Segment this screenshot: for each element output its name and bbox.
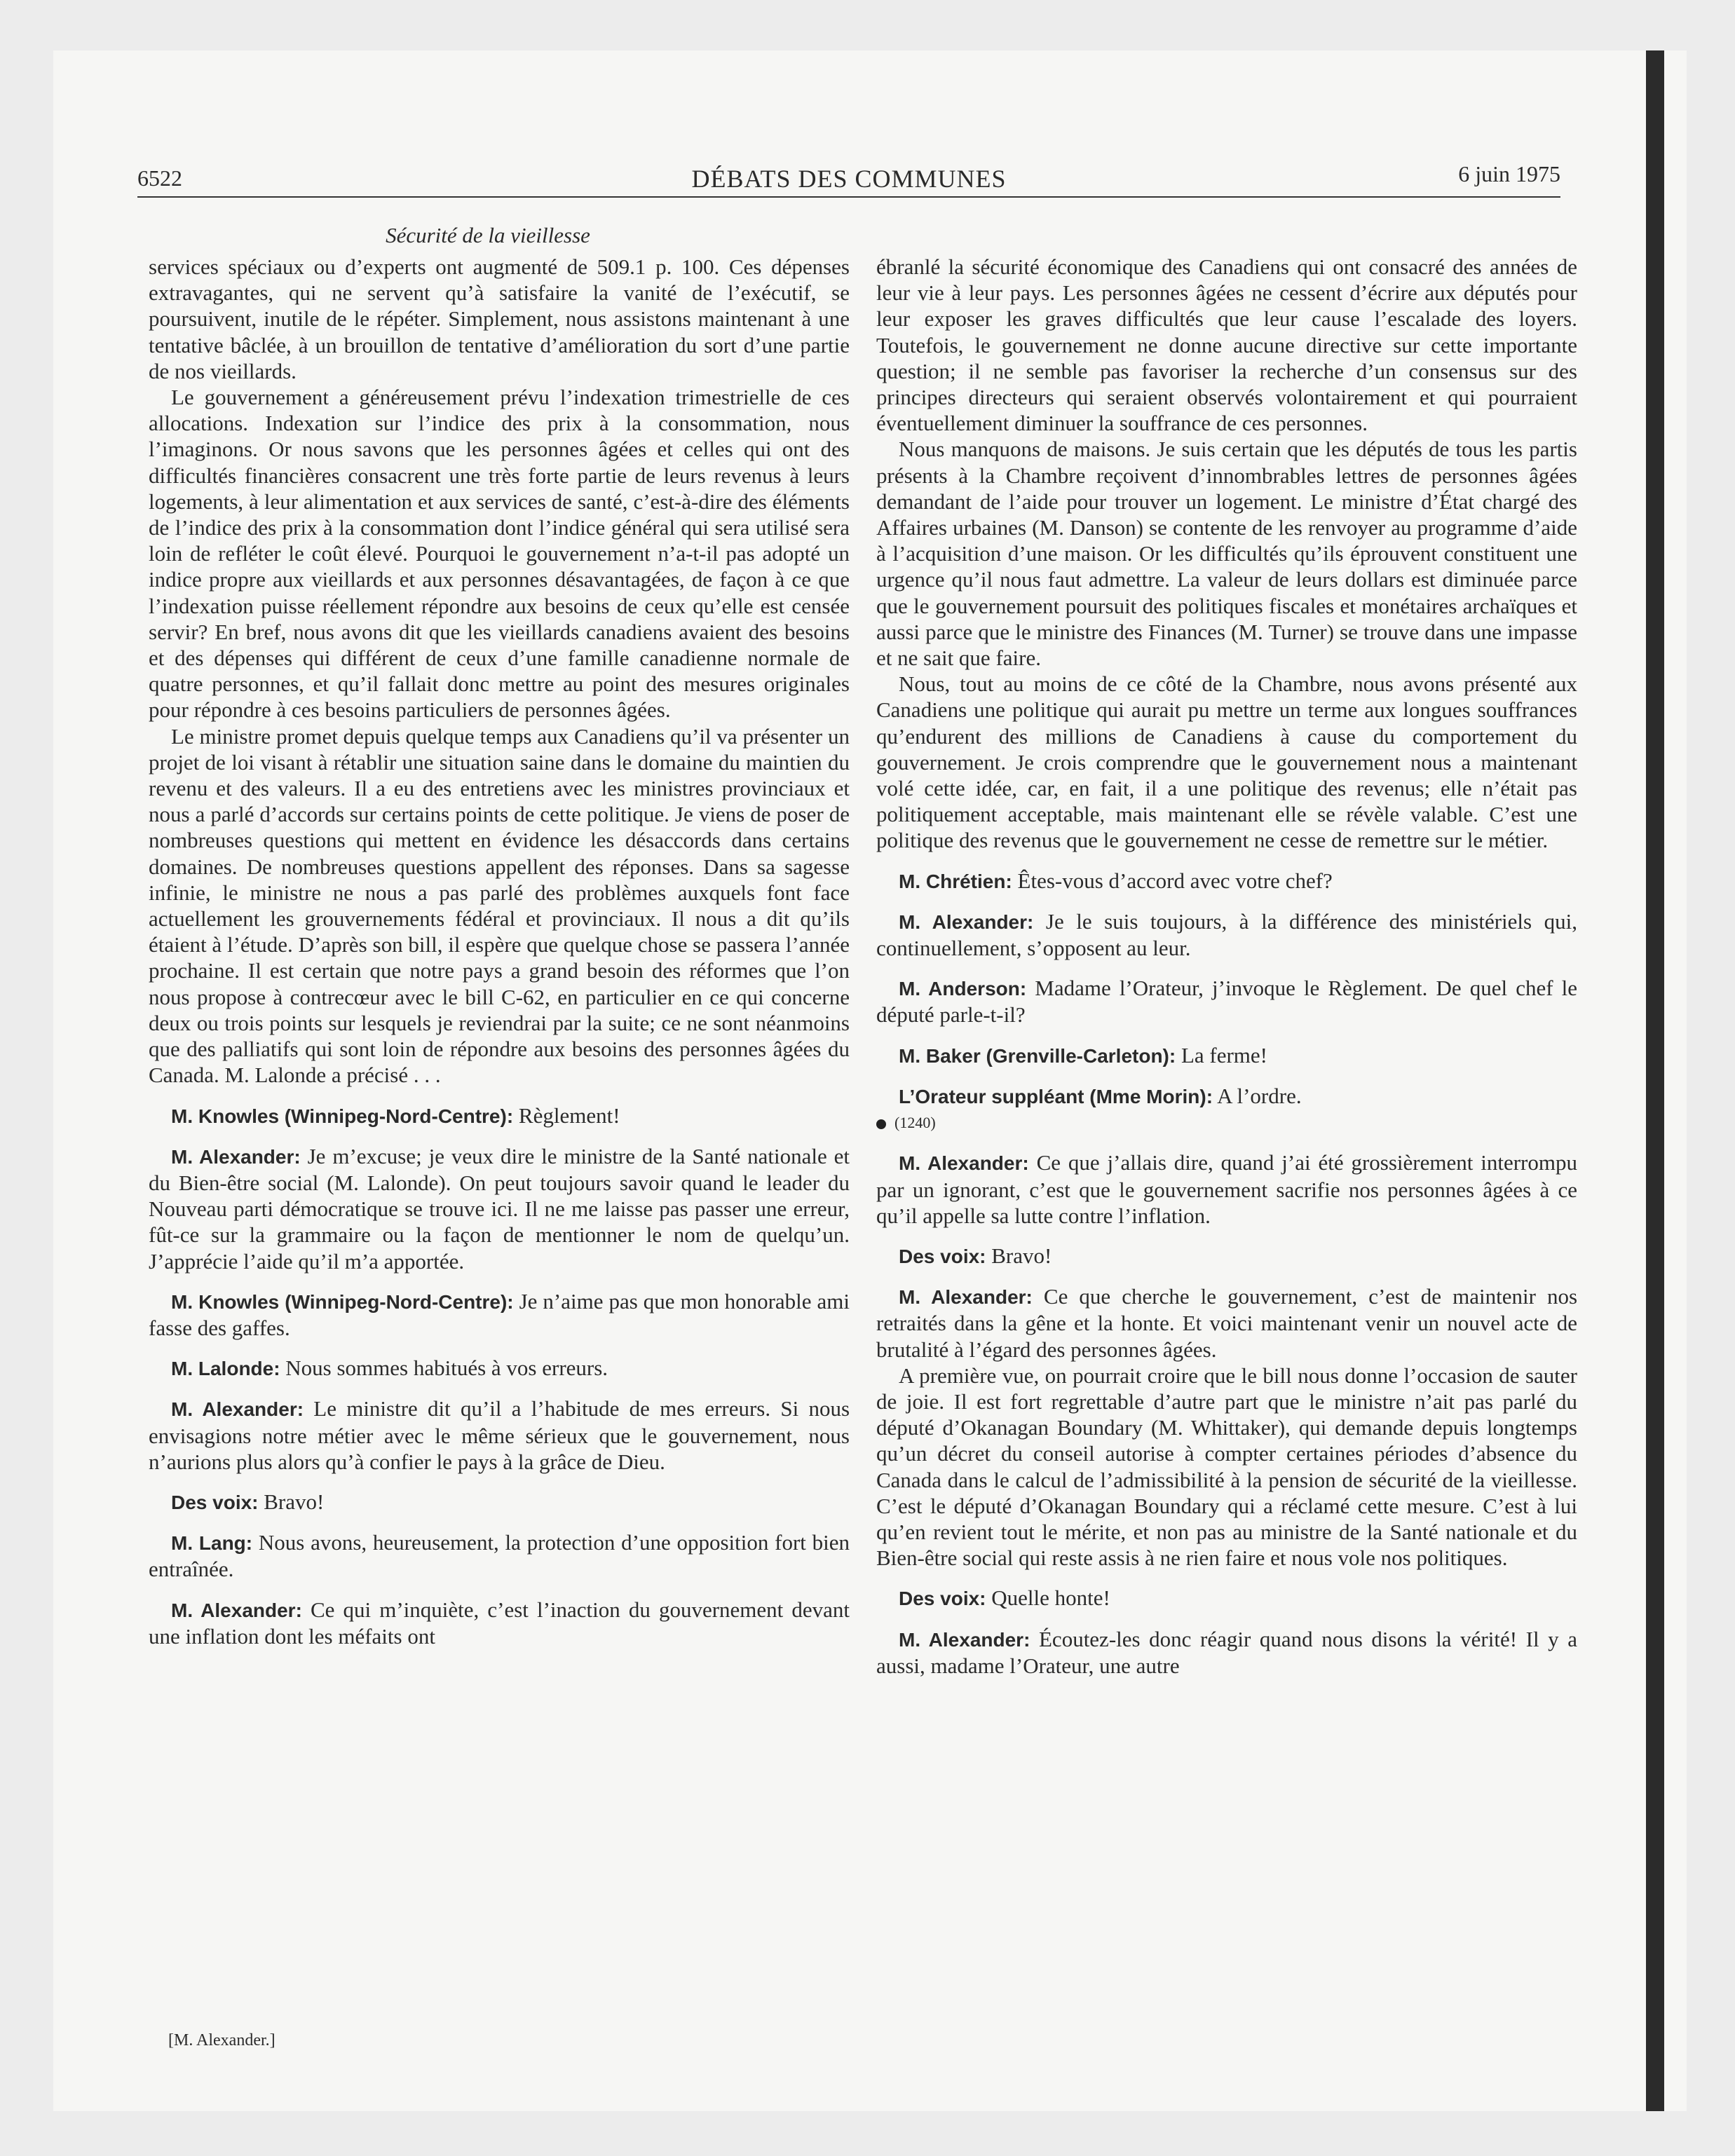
- speech-text: La ferme!: [1176, 1042, 1267, 1067]
- bullet-icon: [876, 1119, 886, 1129]
- speech-paragraph: [876, 1243, 1577, 1269]
- speech-text: Je le suis toujours, à la différence des ministériels qui, continuellement, s’opposent au leur.: [876, 908, 1577, 961]
- paragraph: A première vue, on pourrait croire que le bill nous donne l’occasion de sauter de joie. Il est fort regrettable d’autre part que le ministre n’ait pas parlé du député d’Okanagan Boundary (M. Whittaker), qui demande depuis longtemps qu’un décret du conseil autorise à compter certaines périodes d’absence du Canada dans le calcul de l’admissibilité à la pension de sécurité de la vieillesse. C’est le député d’Okanagan Boundary qui a réclamé cette mesure. C’est à lui qu’en revient tout le mérite, et non pas au ministre de la Santé nationale et du Bien-être social qui reste assis à ne rien faire et nous vole nos politiques.: [876, 1363, 1577, 1571]
- section-heading: Sécurité de la vieillesse: [386, 223, 590, 247]
- speech-text: Règlement!: [513, 1103, 620, 1128]
- speech-paragraph: [149, 1529, 850, 1582]
- speech-text: Je n’aime pas que mon honorable ami fasse des gaffes.: [149, 1288, 850, 1340]
- speech-text: Bravo!: [258, 1489, 325, 1514]
- speech-text: A l’ordre.: [1213, 1083, 1302, 1108]
- speech-paragraph: [876, 1626, 1577, 1679]
- speech-paragraph: [876, 908, 1577, 961]
- speech-paragraph: [876, 1149, 1577, 1229]
- speaker-name: M. Alexander:: [171, 1599, 302, 1621]
- continued-paragraph: services spéciaux ou d’experts ont augmenté de 509.1 p. 100. Ces dépenses extravagantes, qui ne servent qu’à satisfaire la vanité de l’exécutif, se poursuivent, inutile de le répéter. Simplement, nous assistons maintenant à une tentative bâclée, à un brouillon de tentative d’amélioration du sort d’une partie de nos vieillards.: [149, 254, 850, 383]
- speaker-name: M. Anderson:: [899, 978, 1027, 1000]
- speech-paragraph: [149, 1597, 850, 1649]
- speech-text: Bravo!: [986, 1243, 1052, 1268]
- speech-paragraph: [876, 1283, 1577, 1363]
- paragraph: Le gouvernement a généreusement prévu l’indexation trimestrielle de ces allocations. Indexation sur l’indice des prix à la consommation, nous l’imaginons. Or nous savons que les personnes âgées et celles qui ont des difficultés financières consacrent une très forte partie de leurs revenus à leurs logements, à leur alimentation et aux services de santé, c’est-à-dire des éléments de l’indice des prix à la consommation dont l’indice général qui sera utilisé sera loin de refléter le coût élevé. Pourquoi le gouvernement n’a-t-il pas adopté un indice propre aux vieillards et aux personnes désavantagées, de façon à ce que l’indexation puisse réellement répondre aux besoins de ceux qu’elle est censée servir? En bref, nous avons dit que les vieillards canadiens avaient des besoins et des dépenses qui différent de ceux d’une famille canadienne normale de quatre personnes, et qu’il fallait donc mettre au point des mesures originales pour répondre à ces besoins particuliers de personnes âgées.: [149, 385, 850, 723]
- speaker-name: M. Alexander:: [899, 1152, 1029, 1175]
- speech-paragraph: [876, 975, 1577, 1028]
- time-marker-text: (1240): [894, 1114, 936, 1132]
- speaker-name: Des voix:: [899, 1588, 986, 1610]
- speech-text: Le ministre dit qu’il a l’habitude de mes erreurs. Si nous envisagions notre métier avec le même sérieux que le gouvernement, nous n’aurions plus alors qu’à confier le pays à la grâce de Dieu.: [149, 1396, 850, 1474]
- speech-text: Nous avons, heureusement, la protection d’une opposition fort bien entraînée.: [149, 1530, 850, 1582]
- speaker-name: M. Knowles (Winnipeg-Nord-Centre):: [171, 1290, 514, 1313]
- speech-text: Quelle honte!: [986, 1585, 1110, 1611]
- speech-text: Êtes-vous d’accord avec votre chef?: [1012, 868, 1333, 893]
- paragraph: Le ministre promet depuis quelque temps aux Canadiens qu’il va présenter un projet de loi visant à rétablir une situation saine dans le domaine du maintien du revenu et des valeurs. Il a eu des entretiens avec les ministres provinciaux et nous a parlé d’accords sur certains points de cette politique. Je viens de poser de nombreuses questions qui mettent en évidence les désaccords dans certains domaines. De nombreuses questions appellent des réponses. Dans sa sagesse infinie, le ministre ne nous a pas parlé des problèmes auxquels font face actuellement les grouvernements fédéral et provinciaux. Il nous a dit qu’ils étaient à l’étude. D’après son bill, il espère que quelque chose se passera l’année prochaine. Il est certain que notre pays a grand besoin des réformes que l’on nous propose à contrecœur avec le bill C-62, en particulier en ce qui concerne deux ou trois points sur lesquels je reviendrai par la suite; ce ne sont néanmoins que des palliatifs qui sont loin de répondre aux besoins des personnes âgées du Canada. M. Lalonde a précisé . . .: [149, 723, 850, 1088]
- publication-date: 6 juin 1975: [1458, 161, 1560, 186]
- speaker-name: M. Alexander:: [899, 1628, 1030, 1651]
- speaker-name: Des voix:: [899, 1245, 986, 1267]
- time-marker: [876, 1110, 1577, 1135]
- speech-text: Je m’excuse; je veux dire le ministre de la Santé nationale et du Bien-être social (M. Lalonde). On peut toujours savoir quand le leader du Nouveau parti démocratique se trouve ici. Il ne me laisse pas passer une erreur, fût-ce sur la grammaire ou la façon de mentionner le nom de quelqu’un. J’apprécie l’aide qu’il m’a apportée.: [149, 1143, 850, 1274]
- speech-paragraph: [876, 1083, 1577, 1110]
- page-number: 6522: [137, 165, 182, 191]
- speaker-name: Des voix:: [171, 1491, 259, 1513]
- speech-text: Ce que j’allais dire, quand j’ai été grossièrement interrompu par un ignorant, c’est que le gouvernement sacrifie nos personnes âgées à ce qu’il appelle sa lutte contre l’inflation.: [876, 1150, 1577, 1228]
- speaker-name: M. Chrétien:: [899, 870, 1012, 892]
- speech-text: Écoutez-les donc réagir quand nous disons la vérité! Il y a aussi, madame l’Orateur, une autre: [876, 1626, 1577, 1678]
- speech-text: Nous sommes habitués à vos erreurs.: [280, 1356, 608, 1381]
- speech-paragraph: [876, 868, 1577, 894]
- speaker-name: M. Alexander:: [899, 1286, 1033, 1309]
- left-column: [149, 254, 850, 1649]
- speaker-footer: [M. Alexander.]: [168, 2031, 275, 2049]
- speech-paragraph: [149, 1355, 850, 1381]
- right-column: [876, 254, 1577, 1679]
- running-header: [137, 161, 1560, 198]
- speech-paragraph: [876, 1585, 1577, 1611]
- scan-edge-shadow: [1646, 50, 1664, 2111]
- paragraph: Nous manquons de maisons. Je suis certain que les députés de tous les partis présents à la Chambre reçoivent d’innombrables lettres de personnes âgées demandant de l’aide pour trouver un logement. Le ministre d’État chargé des Affaires urbaines (M. Danson) se contente de les renvoyer au programme d’aide à l’acquisition d’une maison. Or les difficultés qu’ils éprouvent constituent une urgence qu’il nous faut admettre. La valeur de leurs dollars est diminuée parce que le gouvernement poursuit des politiques fiscales et monétaires archaïques et aussi parce que le ministre des Finances (M. Turner) se trouve dans une impasse et ne sait que faire.: [876, 437, 1577, 671]
- speech-paragraph: [149, 1143, 850, 1274]
- speech-text: Ce que cherche le gouvernement, c’est de maintenir nos retraités dans la gêne et la honte. Et voici maintenant venir un nouvel acte de brutalité à l’égard des personnes âgées.: [876, 1284, 1578, 1362]
- speaker-name: M. Alexander:: [899, 910, 1034, 933]
- speaker-name: L’Orateur suppléant (Mme Morin):: [899, 1085, 1213, 1107]
- speech-paragraph: [149, 1396, 850, 1475]
- speaker-name: M. Lalonde:: [171, 1358, 280, 1380]
- speech-text: Madame l’Orateur, j’invoque le Règlement. De quel chef le député parle-t-il?: [876, 976, 1577, 1028]
- paragraph: Nous, tout au moins de ce côté de la Chambre, nous avons présenté aux Canadiens une politique qui aurait pu mettre un terme aux longues souffrances qu’endurent des millions de Canadiens à cause du comportement du gouvernement. Je crois comprendre que le gouvernement nous a maintenant volé cette idée, car, en fait, il a une politique des revenus; elle n’était pas politiquement acceptable, mais maintenant elle se révèle valable. C’est une politique des revenus que le gouvernement ne cesse de remettre sur le métier.: [876, 671, 1577, 853]
- speaker-name: M. Alexander:: [171, 1398, 304, 1421]
- publication-title: DÉBATS DES COMMUNES: [691, 165, 1007, 193]
- speaker-name: M. Baker (Grenville-Carleton):: [899, 1044, 1176, 1067]
- speaker-name: M. Lang:: [171, 1532, 253, 1555]
- speech-paragraph: [149, 1288, 850, 1341]
- speech-paragraph: [149, 1489, 850, 1515]
- speaker-name: M. Alexander:: [171, 1145, 301, 1168]
- speaker-name: M. Knowles (Winnipeg-Nord-Centre):: [171, 1105, 514, 1127]
- continued-paragraph: ébranlé la sécurité économique des Canadiens qui ont consacré des années de leur vie à leur pays. Les personnes âgées ne cessent d’écrire aux députés pour leur exposer les graves difficultés que leur cause l’escalade des loyers. Toutefois, le gouvernement ne donne aucune directive sur cette importante question; il ne semble pas favoriser la recherche d’un consensus sur des principes directeurs qui seraient observés volontairement et qui pourraient éventuellement diminuer la souffrance de ces personnes.: [876, 254, 1577, 436]
- speech-paragraph: [149, 1103, 850, 1129]
- speech-paragraph: [876, 1042, 1577, 1069]
- speech-text: Ce qui m’inquiète, c’est l’inaction du gouvernement devant une inflation dont les méfaits ont: [149, 1597, 850, 1649]
